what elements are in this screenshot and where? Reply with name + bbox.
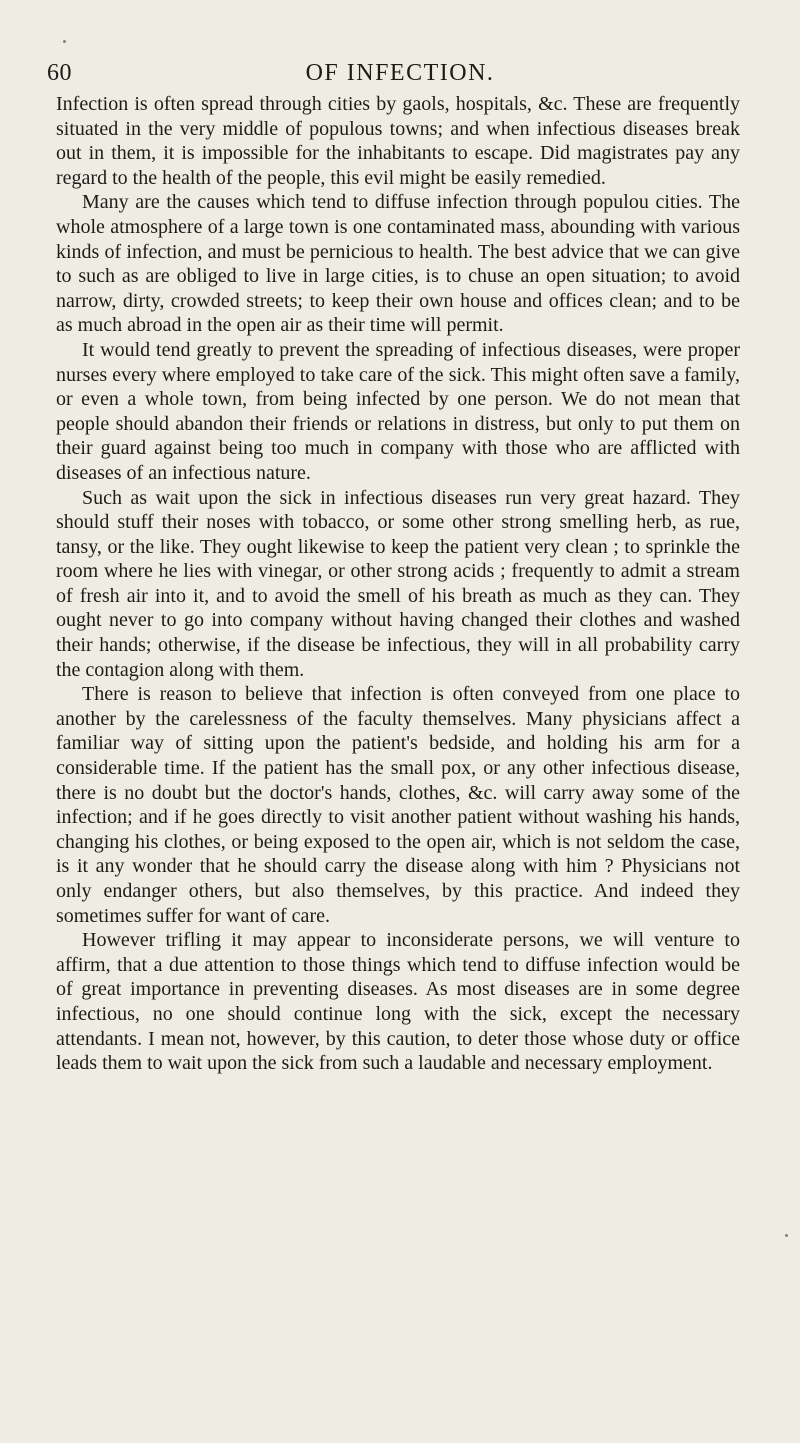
paragraph-gaols-hospitals: Infection is often spread through cities by gaols, hospitals, &c. These are frequently situated in the very middle of populous towns; and when infectious diseases break out in them, it is impossible for the inhabitants to escape. Did magistrates pay any regard to the health of the people, this evil might be easily remedied.: [56, 93, 740, 189]
paragraph-proper-nurses: It would tend greatly to prevent the spreading of infectious diseases, were proper nurses every where employed to take care of the sick. This might often save a family, or even a whole town, from being infected by one person. We do not mean that people should abandon their friends or relations in distress, but only to put them on their guard against being too much in company with those who are afflicted with diseases of an infectious nature.: [56, 338, 740, 484]
paragraph-populous-cities: Many are the causes which tend to diffuse infection through populou cities. The whole atmosphere of a large town is one contaminated mass, abounding with various kinds of infection, and must be pernicious to health. The best advice that we can give to such as are obliged to live in large cities, is to chuse an open situation; to avoid narrow, dirty, crowded streets; to keep their own house and offices clean; and to be as much abroad in the open air as their time will permit.: [56, 191, 740, 337]
paragraph-conclusion: However trifling it may appear to inconsiderate persons, we will venture to affirm, that a due attention to those things which tend to diffuse infection would be of great importance in preventing diseases. As most diseases are in some degree infectious, no one should continue long with the sick, except the necessary attendants. I mean not, however, by this caution, to deter those whose duty or office leads them to wait upon the sick from such a laudable and necessary employment.: [56, 929, 740, 1075]
running-title: OF INFECTION.: [305, 60, 495, 86]
page-number: 60: [47, 60, 72, 86]
ink-speck-right: [785, 1234, 788, 1237]
page-header: [0, 58, 800, 88]
paragraph-physicians: There is reason to believe that infection is often conveyed from one place to another by the carelessness of the faculty themselves. Many physicians affect a familiar way of sitting upon the patient's bedside, and holding his arm for a considerable time. If the patient has the small pox, or any other infectious disease, there is no doubt but the doctor's hands, clothes, &c. will carry away some of the infection; and if he goes directly to visit another patient without washing his hands, changing his clothes, or being exposed to the open air, which is not seldom the case, is it any wonder that he should carry the disease along with him ? Physicians not only endanger others, but also themselves, by this practice. And indeed they sometimes suffer for want of care.: [56, 683, 740, 927]
ink-speck-top: [63, 40, 66, 43]
body-text: [56, 92, 740, 1076]
paragraph-attendants: Such as wait upon the sick in infectious diseases run very great hazard. They should stuff their noses with tobacco, or some other strong smelling herb, as rue, tansy, or the like. They ought likewise to keep the patient very clean ; to sprinkle the room where he lies with vinegar, or other strong acids ; frequently to admit a stream of fresh air into it, and to avoid the smell of his breath as much as they can. They ought never to go into company without having changed their clothes and washed their hands; otherwise, if the disease be infectious, they will in all probability carry the contagion along with them.: [56, 486, 740, 681]
